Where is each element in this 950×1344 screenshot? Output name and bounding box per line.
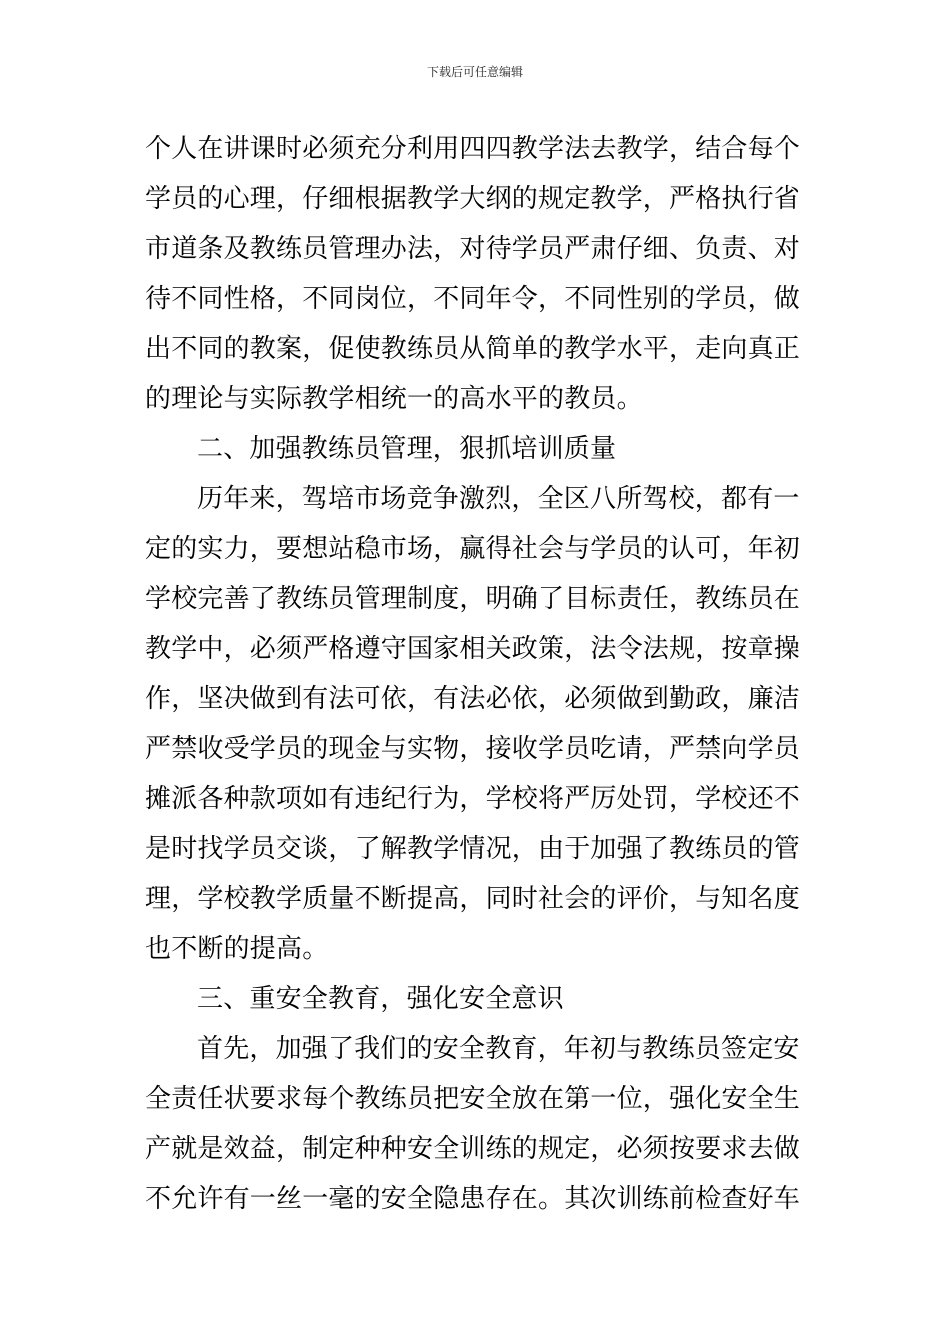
text-line: 教学中，必须严格遵守国家相关政策，法令法规，按章操 xyxy=(145,634,801,664)
text-line: 产就是效益，制定种种安全训练的规定，必须按要求去做 xyxy=(145,1134,801,1164)
text-line: 严禁收受学员的现金与实物，接收学员吃请，严禁向学员 xyxy=(145,734,801,764)
text-line: 理，学校教学质量不断提高，同时社会的评价，与知名度 xyxy=(145,884,801,914)
text-line: 摊派各种款项如有违纪行为，学校将严厉处罚，学校还不 xyxy=(145,784,801,814)
text-line: 全责任状要求每个教练员把安全放在第一位，强化安全生 xyxy=(145,1084,801,1114)
text-line: 历年来，驾培市场竞争激烈，全区八所驾校，都有一 xyxy=(197,484,800,514)
text-line: 也不断的提高。 xyxy=(145,934,329,964)
text-line: 个人在讲课时必须充分利用四四教学法去教学，结合每个 xyxy=(145,134,801,164)
text-line: 是时找学员交谈，了解教学情况，由于加强了教练员的管 xyxy=(145,834,801,864)
text-line: 首先，加强了我们的安全教育，年初与教练员签定安 xyxy=(197,1034,800,1064)
text-line: 三、重安全教育，强化安全意识 xyxy=(197,984,564,1014)
text-line: 学员的心理，仔细根据教学大纲的规定教学，严格执行省 xyxy=(145,184,801,214)
text-line: 不允许有一丝一毫的安全隐患存在。其次训练前检查好车 xyxy=(145,1184,801,1214)
text-line: 的理论与实际教学相统一的高水平的教员。 xyxy=(145,384,643,414)
text-line: 二、加强教练员管理，狠抓培训质量 xyxy=(197,434,617,464)
page-header: 下载后可任意编辑 xyxy=(426,65,523,79)
document-body xyxy=(145,124,809,1224)
text-line: 待不同性格，不同岗位，不同年令，不同性别的学员，做 xyxy=(145,284,801,314)
text-line: 出不同的教案，促使教练员从简单的教学水平，走向真正 xyxy=(145,334,801,364)
text-line: 市道条及教练员管理办法，对待学员严肃仔细、负责、对 xyxy=(145,234,801,264)
text-line: 学校完善了教练员管理制度，明确了目标责任，教练员在 xyxy=(145,584,801,614)
text-line: 定的实力，要想站稳市场，赢得社会与学员的认可，年初 xyxy=(145,534,801,564)
text-line: 作，坚决做到有法可依，有法必依，必须做到勤政，廉洁 xyxy=(145,684,801,714)
